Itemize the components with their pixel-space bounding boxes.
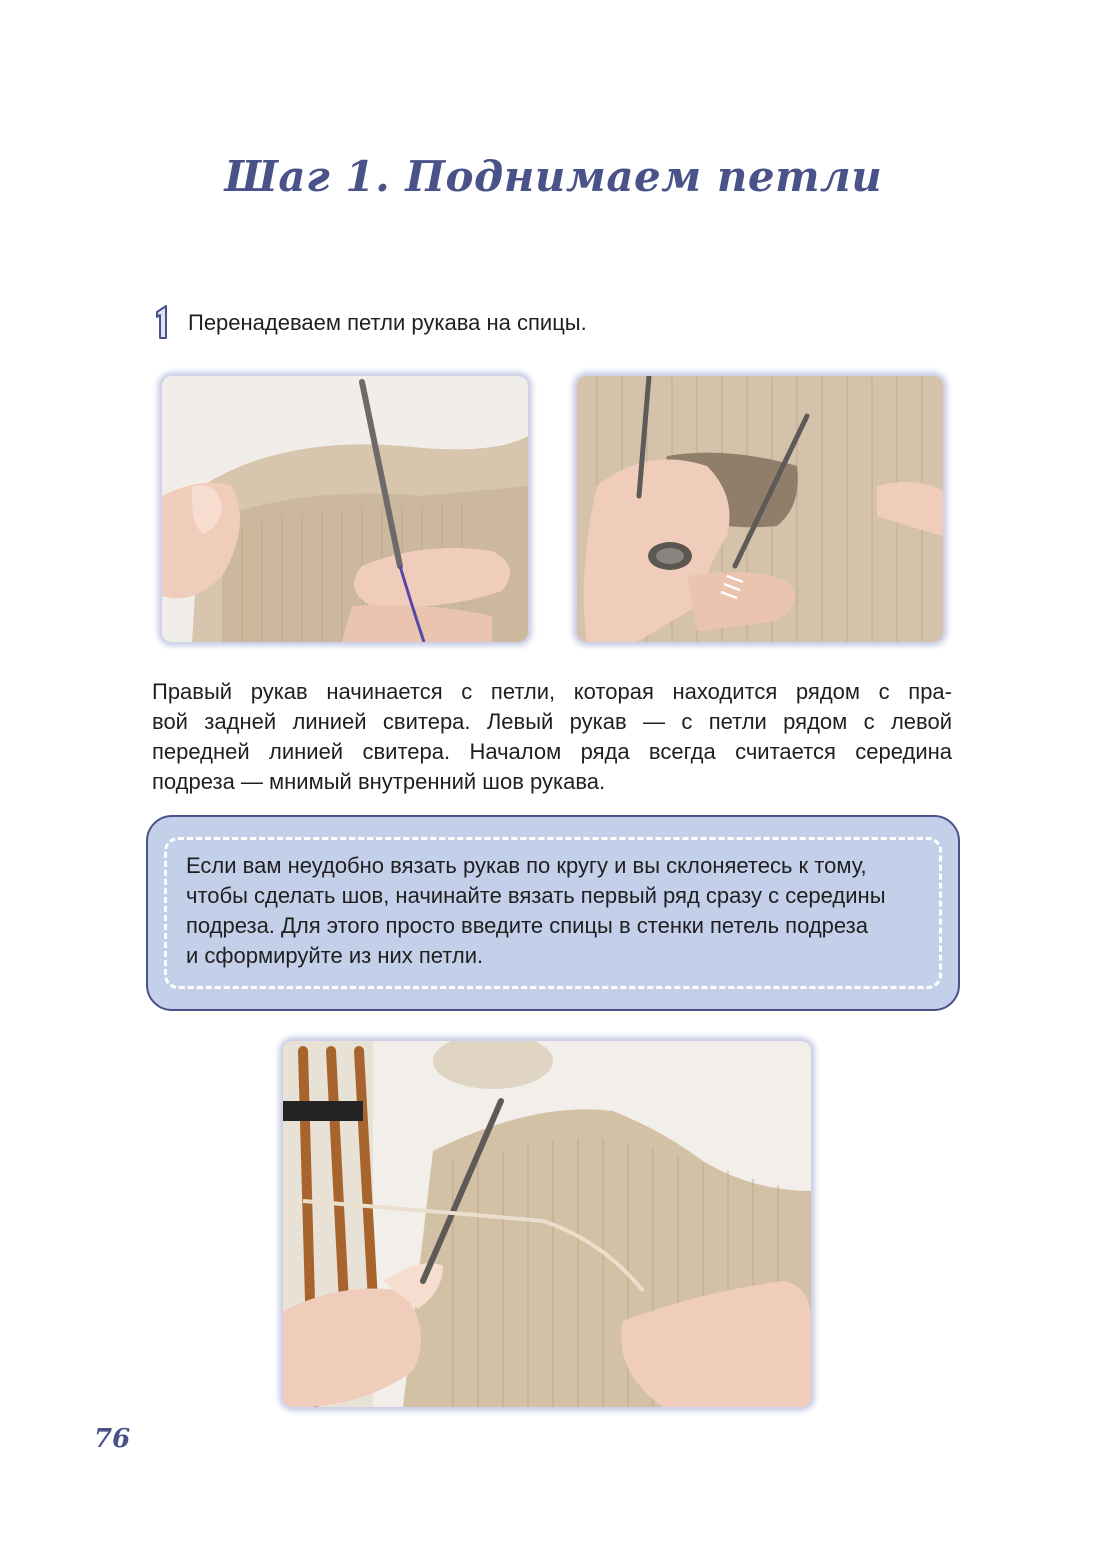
note-text xyxy=(186,851,946,971)
knitting-photo-fingers-through-sleeve xyxy=(577,376,943,642)
page-title: Шаг 1. Поднимаем петли xyxy=(224,152,883,201)
step-number-badge xyxy=(152,304,174,342)
paragraph-line: передней линией свитера. Началом ряда всегда считается середина xyxy=(152,739,952,764)
paragraph-line: Правый рукав начинается с петли, которая находится рядом с пра- xyxy=(152,679,952,704)
knitting-photo-needle-in-sleeve xyxy=(162,376,528,642)
step-text: Перенадеваем петли рукава на спицы. xyxy=(188,310,587,335)
note-line: и сформируйте из них петли. xyxy=(186,943,484,968)
note-line: чтобы сделать шов, начинайте вязать первый ряд сразу с середины xyxy=(186,883,886,908)
tip-note-box xyxy=(146,815,960,1011)
paragraph-line: подреза — мнимый внутренний шов рукава. xyxy=(152,769,606,794)
note-line: подреза. Для этого просто введите спицы в стенки петель подреза xyxy=(186,913,868,938)
page-number: 76 xyxy=(94,1424,131,1454)
description-paragraph xyxy=(152,677,952,797)
paragraph-line: вой задней линией свитера. Левый рукав — с петли рядом с левой xyxy=(152,709,952,734)
step-item xyxy=(152,304,587,342)
note-line: Если вам неудобно вязать рукав по кругу и вы склоняетесь к тому, xyxy=(186,853,867,878)
knitting-photo-picking-up-loops xyxy=(283,1041,811,1407)
